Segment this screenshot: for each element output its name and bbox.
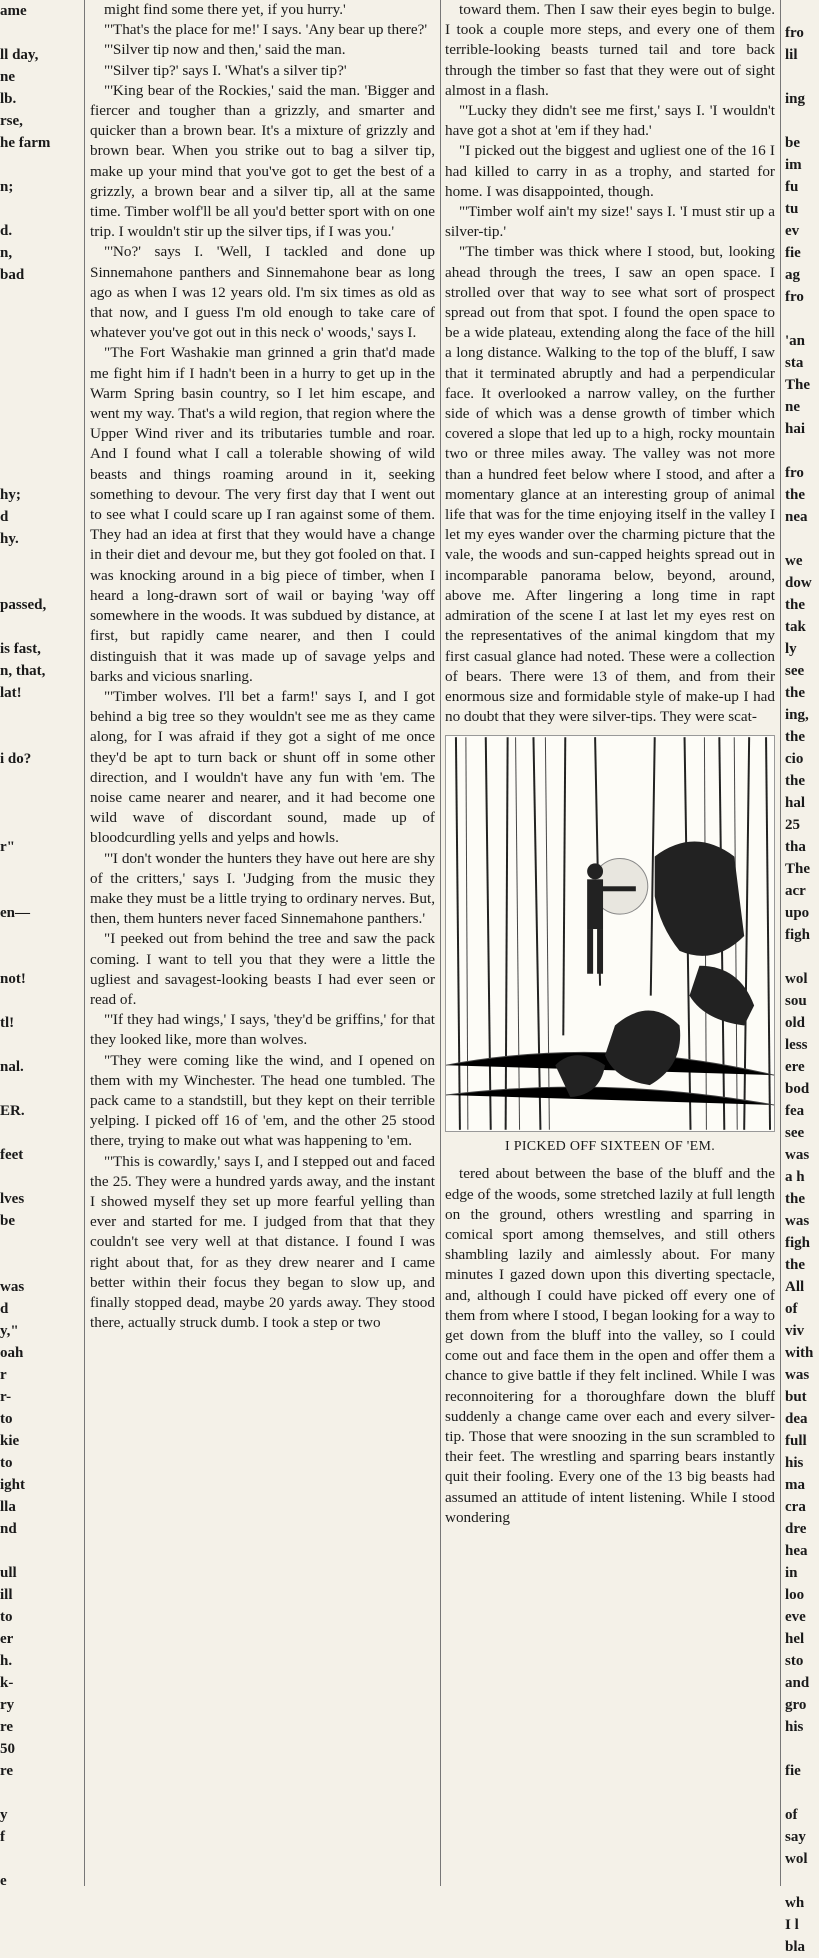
article-paragraph: "They were coming like the wind, and I opened on them with my Winchester. The head one tumbled. The pack came to a standstill, but they kept on their terrible yelping. I picked off 16 of 'em, and the other 25 stood there, trying to make out what was happening to 'em. <box>90 1051 435 1150</box>
fragment-line: tl! <box>0 1015 15 1031</box>
fragment-line: say <box>785 1829 806 1845</box>
fragment-line: his <box>785 1719 804 1735</box>
right-column-fragment <box>785 0 819 1955</box>
fragment-line <box>785 110 819 132</box>
column-b-top-text <box>445 0 775 727</box>
fragment-line: the <box>785 1191 805 1207</box>
fragment-line <box>0 1782 80 1804</box>
fragment-line: wh <box>785 1895 805 1911</box>
hunter-and-wolves-illustration <box>446 736 774 1131</box>
illustration-caption: I PICKED OFF SIXTEEN OF 'EM. <box>504 1139 716 1155</box>
fragment-line <box>0 286 80 308</box>
fragment-line: 50 <box>0 1741 15 1757</box>
fragment-line: 25 <box>785 817 800 833</box>
fragment-line: dre <box>785 1521 807 1537</box>
article-paragraph: "'I don't wonder the hunters they have out here are shy of the critters,' says I. 'Judging from the music they make they must be a little trying to ordinary nerves. But, then, them hunters never faced Sinnemahone panthers.' <box>90 849 435 928</box>
fragment-line: d <box>0 509 9 525</box>
illustration <box>445 735 775 1132</box>
fragment-line: gro <box>785 1697 807 1713</box>
fragment-line: of <box>785 1807 798 1823</box>
fragment-line: fie <box>785 245 801 261</box>
fragment-line <box>0 858 80 880</box>
fragment-line <box>0 1034 80 1056</box>
fragment-line <box>0 550 80 572</box>
fragment-line: lil <box>785 47 798 63</box>
fragment-line <box>0 22 80 44</box>
fragment-line: fro <box>785 465 804 481</box>
fragment-line: y," <box>0 1323 19 1339</box>
fragment-line: n, that, <box>0 663 46 679</box>
fragment-line: e <box>0 1873 7 1889</box>
fragment-line <box>0 330 80 352</box>
fragment-line <box>785 0 819 22</box>
fragment-line <box>785 440 819 462</box>
fragment-line: of <box>785 1301 798 1317</box>
fragment-line: The <box>785 861 811 877</box>
fragment-line <box>0 770 80 792</box>
fragment-line <box>0 1078 80 1100</box>
fragment-line <box>0 154 80 176</box>
article-paragraph: "The timber was thick where I stood, but, looking ahead through the trees, I saw an open space. I strolled over that way to see what sort of prospect spread out from that spot. I found the open space to be a wide plateau, extending along the face of the hill a long distance. Walking to the top of the bluff, I saw that it terminated abruptly and had a perpendicular face. It overlooked a narrow valley, on the further side of which was a dense growth of timber which covered a slope that led up to a high, rocky mountain two or three miles away. The valley was not more than a hundred feet below where I stood, and after a momentary glance at an interesting group of animal life that was for the time enjoying itself in the valley I let my eyes wander over the charming picture that the vale, the woods and sun-capped heights spread out in incomparable panorama below, beyond, around, above me. After lingering a long time in rapt admiration of the scene I at last let my eyes rest on the representatives of the animal kingdom that my first casual glance had noted. These were a collection of bears. There were 13 of them, and from their enormous size and formidable style of make-up I had no doubt that they were silver-tips. They were scat- <box>445 243 775 726</box>
fragment-line <box>0 418 80 440</box>
article-paragraph: "'If they had wings,' I says, 'they'd be griffins,' for that they looked like, more than wolves. <box>90 1011 435 1049</box>
fragment-line: eve <box>785 1609 806 1625</box>
fragment-line: n; <box>0 179 14 195</box>
fragment-line: The <box>785 377 811 393</box>
fragment-line: figh <box>785 1235 811 1251</box>
fragment-line: full <box>785 1433 807 1449</box>
fragment-line <box>0 352 80 374</box>
article-paragraph: "I picked out the biggest and ugliest one of the 16 I had killed to carry in as a trophy, and started for home. I was disappointed, though. <box>445 142 775 200</box>
fragment-line <box>0 440 80 462</box>
fragment-line: ne <box>785 399 800 415</box>
fragment-line <box>0 572 80 594</box>
fragment-line: 'an <box>785 333 806 349</box>
fragment-line: hel <box>785 1631 805 1647</box>
fragment-line: was <box>0 1279 25 1295</box>
fragment-line: hai <box>785 421 806 437</box>
fragment-line: in <box>785 1565 798 1581</box>
fragment-line: see <box>785 663 805 679</box>
fragment-line: im <box>785 157 802 173</box>
article-paragraph: "The Fort Washakie man grinned a grin that'd made me fight him if I hadn't been in a hurry to get up in the Warm Spring basin country, so I let him escape, and went my way. That's a wild region, that region where the Upper Wind river and its tributaries tumble and roar. And I found what I call a tolerable showing of wild beasts and things roaming around in it, seeking something to devour. The very first day that I went out to see what I could scare up I ran against some of them. They had an idea at first that they would have a change in their diet and devour me, but they got fooled on that. I was knocking around in a big piece of timber, when I heard a long-drawn sort of wail or baying 'way off somewhere in the woods. It was subdued by distance, at first, but rapidly came nearer, and then I could distinguish that it was made up of savage yelps and barks and vicious snarling. <box>90 344 436 685</box>
article-paragraph: "'Lucky they didn't see me first,' says I. 'I wouldn't have got a shot at 'em if they had.' <box>445 102 775 140</box>
fragment-line: rse, <box>0 113 23 129</box>
fragment-line: the <box>785 729 805 745</box>
fragment-line: d. <box>0 223 13 239</box>
fragment-line: sou <box>785 993 807 1009</box>
fragment-line: dow <box>785 575 812 591</box>
left-column-fragment <box>0 0 80 1889</box>
fragment-line: figh <box>785 927 811 943</box>
column-rule <box>84 0 85 1886</box>
fragment-line: was <box>785 1147 810 1163</box>
fragment-line: ing <box>785 91 806 107</box>
fragment-line: feet <box>0 1147 24 1163</box>
fragment-line: to <box>0 1411 13 1427</box>
fragment-line: the <box>785 487 805 503</box>
fragment-line: ll day, <box>0 47 39 63</box>
fragment-line: I l <box>785 1917 799 1933</box>
fragment-line <box>785 1870 819 1892</box>
fragment-line <box>785 946 819 968</box>
fragment-line: less <box>785 1037 808 1053</box>
fragment-line: bla <box>785 1939 806 1955</box>
fragment-line: nal. <box>0 1059 24 1075</box>
fragment-line: r" <box>0 839 15 855</box>
fragment-line <box>0 924 80 946</box>
fragment-line <box>785 1738 819 1760</box>
fragment-line: acr <box>785 883 806 899</box>
article-paragraph: tered about between the base of the bluff and the edge of the woods, some stretched lazily at full length on the ground, others wrestling and sparring in comical sport among themselves, and still others shambling lazily and aimlessly about. For many minutes I gazed down upon this diverting spectacle, and, although I could have picked off every one of them from where I stood, I began looking for a way to get down from the bluff into the valley, so I could come out and face them in the open and offer them a chance to give battle if they felt inclined. While I was reconnoitering for a thoroughfare down the bluff suddenly a change came over each and every silver-tip. Those that were snoozing in the sun scrambled to their feet. The wrestling and sparring bears instantly quit their fooling. Every one of the 13 big beasts had assumed an attitude of intent listening. While I stood wondering <box>445 1165 775 1526</box>
fragment-line: bad <box>0 267 25 283</box>
fragment-line: n, <box>0 245 13 261</box>
fragment-line <box>0 1892 80 1914</box>
fragment-line: the <box>785 685 805 701</box>
fragment-line: was <box>785 1367 810 1383</box>
fragment-line <box>785 528 819 550</box>
fragment-line: ry <box>0 1697 15 1713</box>
fragment-line: All <box>785 1279 805 1295</box>
fragment-line: hea <box>785 1543 808 1559</box>
article-paragraph: "'No?' says I. 'Well, I tackled and done up Sinnemahone panthers and Sinnemahone bear as long ago as when I was 12 years old. I'm six times as old as that now, and I guess I'm old enough to take care of whatever you've got out in this neck o' woods,' says I. <box>90 243 435 342</box>
fragment-line: ill <box>0 1587 13 1603</box>
fragment-line: nea <box>785 509 808 525</box>
fragment-line <box>785 308 819 330</box>
fragment-line <box>0 616 80 638</box>
article-paragraph: "'Silver tip now and then,' said the man. <box>104 41 346 59</box>
fragment-line: loo <box>785 1587 805 1603</box>
fragment-line: h. <box>0 1653 13 1669</box>
fragment-line: cra <box>785 1499 806 1515</box>
article-paragraph: "'This is cowardly,' says I, and I stepped out and faced the 25. They were a hundred yards away, and the instant I showed myself they set up more fearful yelling than ever and started for me. I judged from that that they couldn't see very well at that distance. I found I was right about that, for as they drew nearer and I came better within their focus they began to slow up, and finally stopped dead, maybe 20 yards away. They stood there, actually struck dumb. I took a step or two <box>90 1152 435 1332</box>
fragment-line <box>0 946 80 968</box>
fragment-line: er <box>0 1631 14 1647</box>
fragment-line: viv <box>785 1323 805 1339</box>
fragment-line <box>0 1166 80 1188</box>
fragment-line <box>0 396 80 418</box>
article-column-a <box>90 0 435 1886</box>
article-paragraph: "'Timber wolves. I'll bet a farm!' says I, and I got behind a big tree so they wouldn't see me as they came along, for I was afraid if they got a sight of me once they'd be apt to turn back or shunt off in some other direction, and I wouldn't have any fun with 'em. The noise came nearer and nearer, and it had become one wild wave of discordant sound, made up of bloodcurdling yells and yelps and howls. <box>90 687 435 847</box>
fragment-line: not! <box>0 971 26 987</box>
fragment-line: dea <box>785 1411 808 1427</box>
fragment-line: see <box>785 1125 805 1141</box>
fragment-line: hy. <box>0 531 19 547</box>
fragment-line: fro <box>785 25 804 41</box>
fragment-line: cio <box>785 751 804 767</box>
fragment-line: ame <box>0 3 27 19</box>
fragment-line: ull <box>0 1565 17 1581</box>
fragment-line: y <box>0 1807 8 1823</box>
fragment-line: sta <box>785 355 804 371</box>
fragment-line: and <box>785 1675 810 1691</box>
fragment-line: en— <box>0 905 30 921</box>
fragment-line <box>0 880 80 902</box>
fragment-line: k- <box>0 1675 14 1691</box>
article-paragraph: "I peeked out from behind the tree and saw the pack coming. I want to tell you that they were a little the ugliest and savagest-looking beasts I had ever seen or read of. <box>90 930 435 1008</box>
fragment-line: ne <box>0 69 15 85</box>
fragment-line <box>0 1540 80 1562</box>
fragment-line <box>0 704 80 726</box>
article-paragraph: "'Timber wolf ain't my size!' says I. 'I must stir up a silver-tip.' <box>445 203 775 241</box>
fragment-line: lb. <box>0 91 17 107</box>
fragment-line: is fast, <box>0 641 41 657</box>
fragment-line: lves <box>0 1191 25 1207</box>
fragment-line: ev <box>785 223 800 239</box>
article-paragraph: "'King bear of the Rockies,' said the man. 'Bigger and fiercer and tougher than a grizzly, and smarter and quicker than a brown bear. It's a mixture of grizzly and brown bear. When you strike out to bag a silver tip, make up your mind that you've got to get the best of a grizzly, a brown bear and a silver tip, all at the same time. Timber wolf'll be all you'd better sport with on one trip. I wouldn't stir up the silver tips, if I was you.' <box>90 81 435 241</box>
fragment-line: old <box>785 1015 806 1031</box>
fragment-line: lla <box>0 1499 16 1515</box>
fragment-line: ER. <box>0 1103 25 1119</box>
fragment-line: his <box>785 1455 804 1471</box>
fragment-line: wol <box>785 1851 808 1867</box>
fragment-line: tu <box>785 201 799 217</box>
fragment-line: ight <box>0 1477 26 1493</box>
fragment-line <box>0 1232 80 1254</box>
fragment-line: the <box>785 597 805 613</box>
fragment-line <box>0 726 80 748</box>
fragment-line: hy; <box>0 487 21 503</box>
column-b-bottom-text <box>445 1164 775 1528</box>
fragment-line: bod <box>785 1081 810 1097</box>
fragment-line: ing, <box>785 707 809 723</box>
fragment-line: kie <box>0 1433 20 1449</box>
fragment-line: tak <box>785 619 806 635</box>
fragment-line: the <box>785 1257 805 1273</box>
fragment-line <box>0 792 80 814</box>
fragment-line: oah <box>0 1345 24 1361</box>
fragment-line: he farm <box>0 135 51 151</box>
fragment-line: fea <box>785 1103 805 1119</box>
fragment-line <box>0 990 80 1012</box>
fragment-line: the <box>785 773 805 789</box>
fragment-line: fie <box>785 1763 801 1779</box>
column-rule <box>440 0 441 1886</box>
fragment-line <box>0 198 80 220</box>
fragment-line: with <box>785 1345 814 1361</box>
fragment-line: sto <box>785 1653 804 1669</box>
fragment-line: f <box>0 1829 5 1845</box>
article-paragraph: toward them. Then I saw their eyes begin to bulge. I took a couple more steps, and every one of them terrible-looking beasts turned tail and tore back through the timber so fast that they were out of sight almost in a flash. <box>445 1 775 99</box>
fragment-line: be <box>785 135 800 151</box>
fragment-line: to <box>0 1455 13 1471</box>
fragment-line <box>0 1914 80 1936</box>
fragment-line: fro <box>785 289 804 305</box>
fragment-line: r- <box>0 1389 12 1405</box>
article-paragraph: might find some there yet, if you hurry.' <box>104 1 346 18</box>
fragment-line: we <box>785 553 803 569</box>
fragment-line <box>0 1936 80 1958</box>
fragment-line: r <box>0 1367 7 1383</box>
fragment-line: to <box>0 1609 13 1625</box>
article-paragraph: "'Silver tip?' says I. 'What's a silver tip?' <box>104 61 347 79</box>
fragment-line: re <box>0 1719 14 1735</box>
fragment-line <box>0 374 80 396</box>
fragment-line: re <box>0 1763 14 1779</box>
fragment-line: nd <box>0 1521 17 1537</box>
fragment-line: d <box>0 1301 9 1317</box>
fragment-line <box>0 1122 80 1144</box>
article-paragraph: "'That's the place for me!' I says. 'Any bear up there?' <box>104 21 428 39</box>
fragment-line: i do? <box>0 751 32 767</box>
fragment-line <box>0 462 80 484</box>
fragment-line: hal <box>785 795 806 811</box>
fragment-line <box>785 66 819 88</box>
fragment-line: but <box>785 1389 807 1405</box>
fragment-line: upo <box>785 905 810 921</box>
article-column-b <box>445 0 775 1886</box>
fragment-line <box>0 1848 80 1870</box>
fragment-line: ere <box>785 1059 805 1075</box>
fragment-line <box>0 814 80 836</box>
fragment-line <box>0 1254 80 1276</box>
fragment-line: ly <box>785 641 797 657</box>
fragment-line: tha <box>785 839 806 855</box>
fragment-line: be <box>0 1213 15 1229</box>
fragment-line: wol <box>785 971 808 987</box>
fragment-line: passed, <box>0 597 47 613</box>
fragment-line: fu <box>785 179 799 195</box>
fragment-line: lat! <box>0 685 22 701</box>
fragment-line: a h <box>785 1169 805 1185</box>
fragment-line <box>0 308 80 330</box>
fragment-line: was <box>785 1213 810 1229</box>
fragment-line <box>785 1782 819 1804</box>
column-rule <box>780 0 781 1886</box>
fragment-line: ag <box>785 267 800 283</box>
fragment-line: ma <box>785 1477 805 1493</box>
